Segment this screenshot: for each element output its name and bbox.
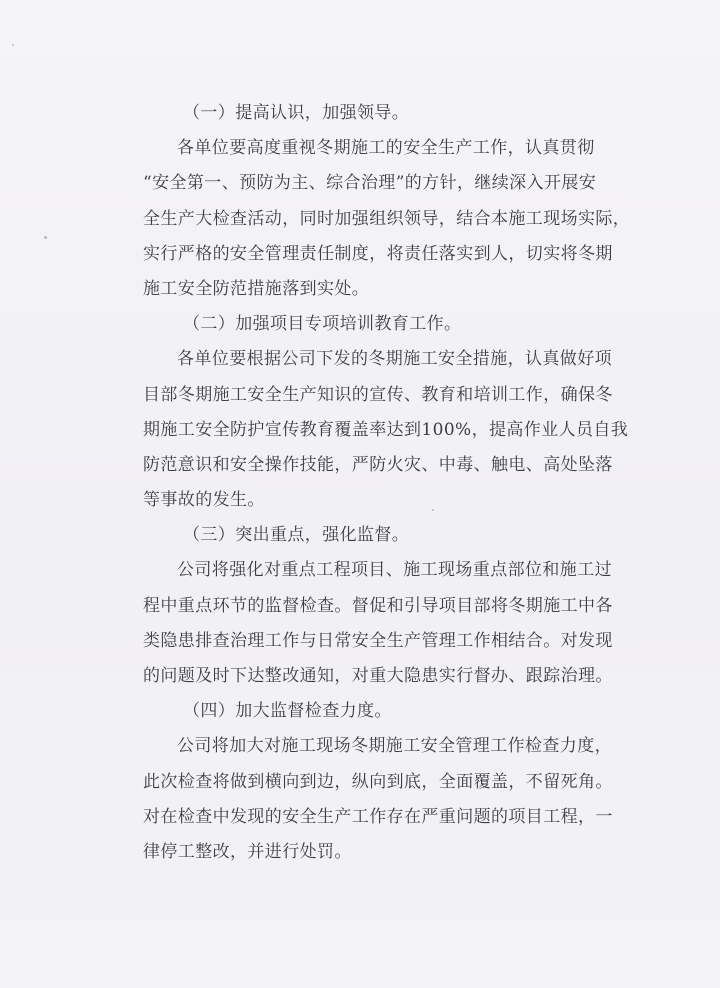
paragraph-line: 对在检查中发现的安全生产工作存在严重问题的项目工程，一: [143, 806, 613, 827]
paragraph-line: 等事故的发生。: [143, 490, 265, 511]
section-heading: （二）加强项目专项培训教育工作。: [183, 314, 462, 335]
paragraph-line: 全生产大检查活动，同时加强组织领导，结合本施工现场实际，: [143, 208, 631, 229]
scan-speck: [12, 44, 14, 46]
paragraph-line: 类隐患排查治理工作与日常安全生产管理工作相结合。对发现: [143, 630, 613, 651]
paragraph-line: 律停工整改，并进行处罚。: [143, 841, 352, 862]
paragraph-line: 防范意识和安全操作技能，严防火灾、中毒、触电、高处坠落: [143, 454, 613, 475]
paragraph-line: 程中重点环节的监督检查。督促和引导项目部将冬期施工中各: [143, 595, 613, 616]
section-heading: （三）突出重点，强化监督。: [183, 525, 410, 546]
paragraph-line: 实行严格的安全管理责任制度，将责任落实到人，切实将冬期: [143, 243, 613, 264]
paragraph-line: 此次检查将做到横向到边，纵向到底，全面覆盖，不留死角。: [143, 771, 613, 792]
document-body: [143, 96, 631, 870]
paragraph-line: 期施工安全防护宣传教育覆盖率达到100%，提高作业人员自我: [143, 419, 629, 440]
paragraph-line: 各单位要根据公司下发的冬期施工安全措施，认真做好项: [177, 349, 612, 370]
scan-speck: [44, 236, 47, 239]
paragraph-line: 各单位要高度重视冬期施工的安全生产工作，认真贯彻: [177, 138, 595, 159]
section-heading: （四）加大监督检查力度。: [183, 701, 392, 722]
paragraph-line: 公司将强化对重点工程项目、施工现场重点部位和施工过: [177, 560, 612, 581]
section-heading: （一）提高认识，加强领导。: [183, 103, 410, 123]
paragraph-line: “安全第一、预防为主、综合治理”的方针，继续深入开展安: [143, 173, 597, 194]
paragraph-line: 施工安全防范措施落到实处。: [143, 278, 370, 299]
paragraph-line: 目部冬期施工安全生产知识的宣传、教育和培训工作，确保冬: [143, 384, 613, 405]
paragraph-line: 公司将加大对施工现场冬期施工安全管理工作检查力度，: [177, 736, 612, 757]
paragraph-line: 的问题及时下达整改通知，对重大隐患实行督办、跟踪治理。: [143, 666, 613, 686]
